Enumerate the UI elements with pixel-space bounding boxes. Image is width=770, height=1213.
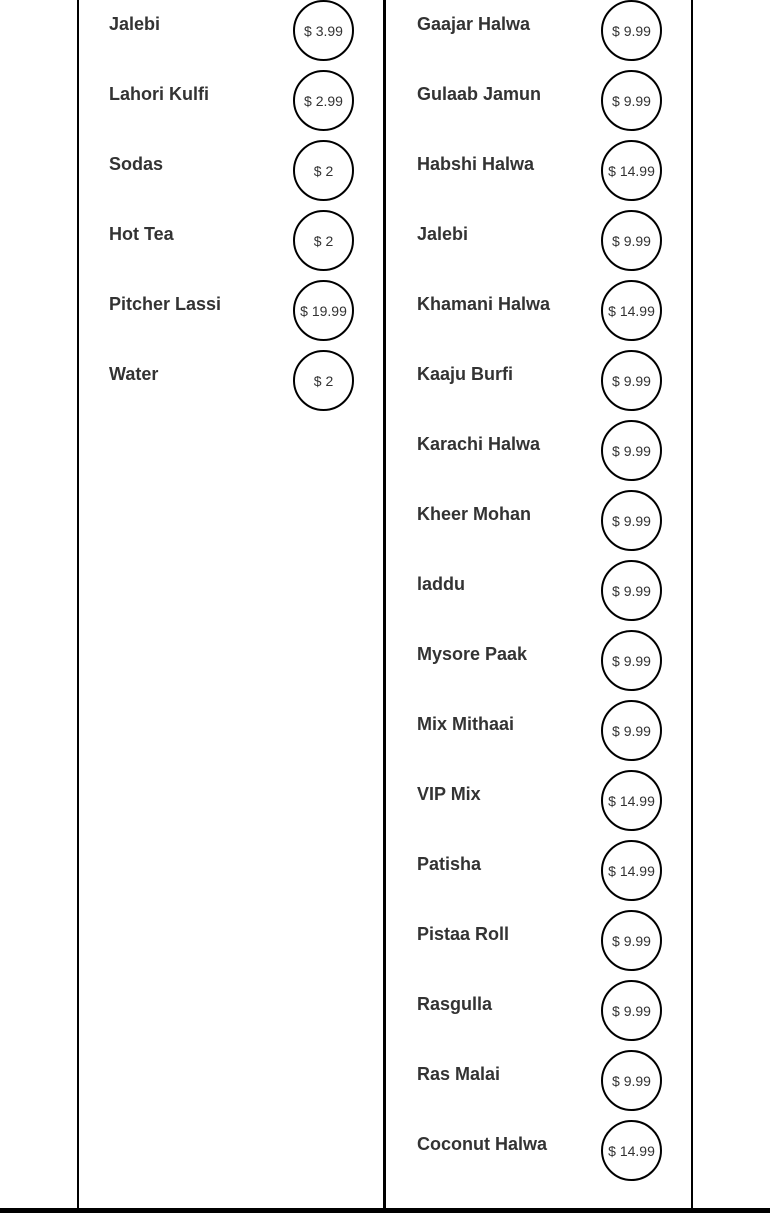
menu-item-name: Rasgulla [417,994,493,1014]
menu-item-name: Habshi Halwa [417,154,535,174]
price-badge: $ 14.99 [601,770,662,831]
menu-item-name: Ras Malai [417,1064,501,1084]
menu-item [417,910,661,980]
price-badge: $ 9.99 [601,980,662,1041]
menu-item [417,490,661,560]
menu-item-name: Gulaab Jamun [417,84,542,104]
menu-item [417,840,661,910]
menu-item [417,630,661,700]
price-badge: $ 2.99 [293,70,354,131]
price-badge: $ 9.99 [601,560,662,621]
menu-item [109,0,353,70]
menu-item-name: Kaaju Burfi [417,364,514,384]
menu-item [417,560,661,630]
price-badge: $ 9.99 [601,700,662,761]
menu-item [417,0,661,70]
menu-item-name: Patisha [417,854,482,874]
menu-item-name: Pistaa Roll [417,924,510,944]
price-badge: $ 14.99 [601,840,662,901]
menu-item-name: Gaajar Halwa [417,14,531,34]
menu-item-name: Kheer Mohan [417,504,532,524]
menu-column-beverages [109,0,353,420]
menu-item [109,140,353,210]
price-badge: $ 9.99 [601,420,662,481]
price-badge: $ 9.99 [601,490,662,551]
menu-item-name: Khamani Halwa [417,294,551,314]
price-badge: $ 14.99 [601,140,662,201]
menu-item [109,350,353,420]
menu-item-name: Jalebi [417,224,469,244]
menu-item-name: laddu [417,574,465,594]
price-badge: $ 19.99 [293,280,354,341]
menu-item [417,210,661,280]
menu-item-name: Mysore Paak [417,644,528,664]
menu-item [417,350,661,420]
menu-item-name: Water [109,364,159,384]
price-badge: $ 9.99 [601,910,662,971]
menu-item-name: Pitcher Lassi [109,294,222,314]
price-badge: $ 9.99 [601,0,662,61]
price-badge: $ 14.99 [601,280,662,341]
menu-item [417,420,661,490]
menu-column-desserts [417,0,661,1190]
menu-item [417,700,661,770]
price-badge: $ 9.99 [601,630,662,691]
price-badge: $ 2 [293,350,354,411]
menu-item [417,1050,661,1120]
menu-item [417,70,661,140]
price-badge: $ 2 [293,140,354,201]
price-badge: $ 2 [293,210,354,271]
menu-item-name: Jalebi [109,14,161,34]
price-badge: $ 14.99 [601,1120,662,1181]
menu-item-name: Sodas [109,154,164,174]
menu-item-name: Karachi Halwa [417,434,541,454]
price-badge: $ 9.99 [601,350,662,411]
bottom-border [0,1208,770,1213]
menu-item [417,140,661,210]
menu-item [417,1120,661,1190]
menu-item-name: Hot Tea [109,224,174,244]
menu-item [417,980,661,1050]
menu-item-name: Coconut Halwa [417,1134,548,1154]
menu-item [109,280,353,350]
menu-item-name: Mix Mithaai [417,714,515,734]
menu-item [417,770,661,840]
menu-item-name: Lahori Kulfi [109,84,209,104]
menu-item [417,280,661,350]
menu-item-name: VIP Mix [417,784,481,804]
menu-item [109,70,353,140]
price-badge: $ 3.99 [293,0,354,61]
column-divider-left [77,0,79,1213]
price-badge: $ 9.99 [601,70,662,131]
price-badge: $ 9.99 [601,210,662,271]
column-divider-right [691,0,693,1213]
price-badge: $ 9.99 [601,1050,662,1111]
column-divider-middle [383,0,386,1213]
menu-item [109,210,353,280]
